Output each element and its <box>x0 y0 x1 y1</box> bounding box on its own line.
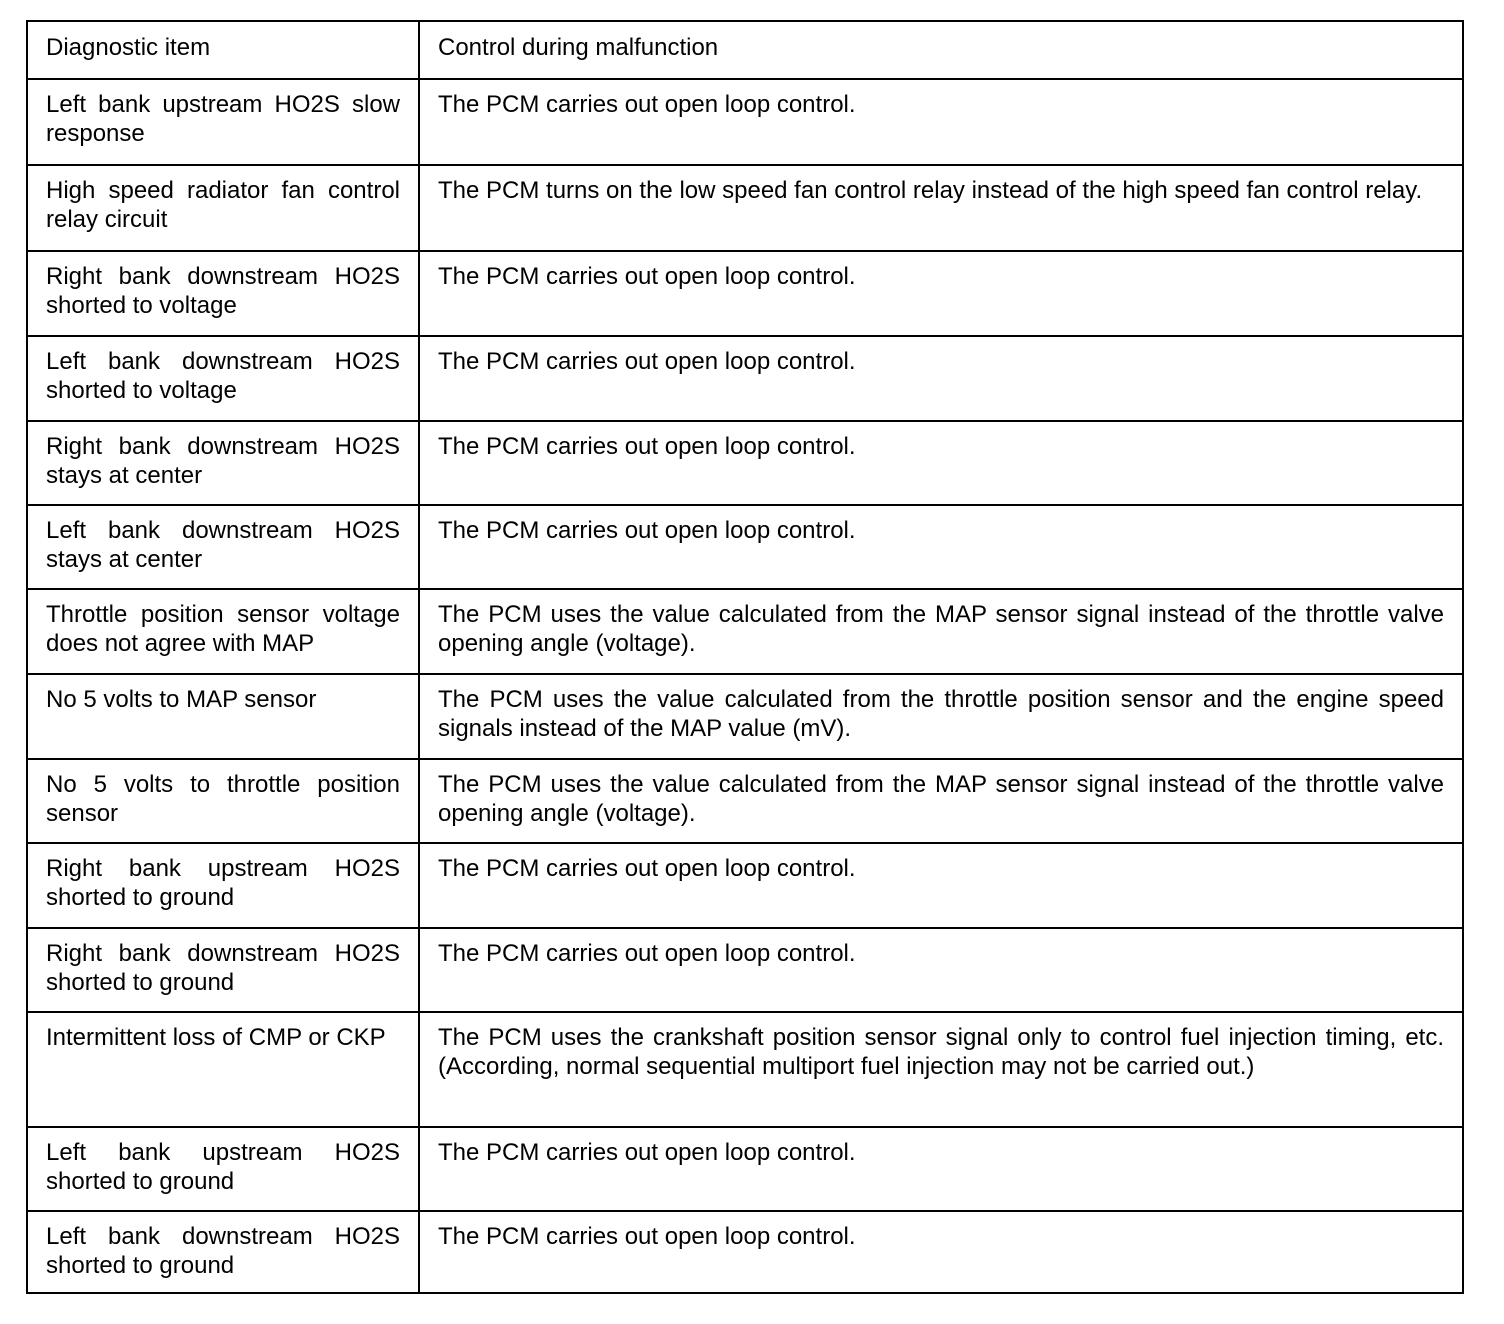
table-row <box>27 505 1463 589</box>
diagnostic-item-cell: Left bank upstream HO2S slow response <box>27 79 419 165</box>
diagnostic-item-cell: Throttle position sensor voltage does not agree with MAP <box>27 589 419 674</box>
table-row <box>27 336 1463 421</box>
table-header-row <box>27 21 1463 79</box>
table-row <box>27 1211 1463 1293</box>
table-row <box>27 674 1463 759</box>
table-row <box>27 1012 1463 1127</box>
control-cell: The PCM carries out open loop control. <box>419 1211 1463 1293</box>
control-cell: The PCM carries out open loop control. <box>419 505 1463 589</box>
control-cell: The PCM uses the crankshaft position sensor signal only to control fuel injection timing, etc. (According, normal sequential multiport fuel injection may not be carried out.) <box>419 1012 1463 1127</box>
diagnostic-item-cell: Right bank downstream HO2S stays at center <box>27 421 419 505</box>
diagnostic-item-cell: Right bank downstream HO2S shorted to ground <box>27 928 419 1012</box>
control-cell: The PCM carries out open loop control. <box>419 1127 1463 1211</box>
document-page <box>26 20 1462 1294</box>
control-cell: The PCM carries out open loop control. <box>419 421 1463 505</box>
table-row <box>27 589 1463 674</box>
diagnostic-item-cell: No 5 volts to MAP sensor <box>27 674 419 759</box>
table-row <box>27 759 1463 843</box>
control-cell: The PCM turns on the low speed fan control relay instead of the high speed fan control relay. <box>419 165 1463 251</box>
control-cell: The PCM uses the value calculated from the throttle position sensor and the engine speed signals instead of the MAP value (mV). <box>419 674 1463 759</box>
control-cell: The PCM carries out open loop control. <box>419 79 1463 165</box>
table-row <box>27 1127 1463 1211</box>
diagnostic-item-cell: Right bank upstream HO2S shorted to ground <box>27 843 419 928</box>
control-cell: The PCM uses the value calculated from the MAP sensor signal instead of the throttle valve opening angle (voltage). <box>419 589 1463 674</box>
table-row <box>27 165 1463 251</box>
table-row <box>27 251 1463 336</box>
control-cell: The PCM carries out open loop control. <box>419 251 1463 336</box>
diagnostic-item-cell: No 5 volts to throttle position sensor <box>27 759 419 843</box>
diagnostic-table <box>26 20 1464 1294</box>
diagnostic-item-cell: Left bank downstream HO2S stays at center <box>27 505 419 589</box>
diagnostic-item-cell: Intermittent loss of CMP or CKP <box>27 1012 419 1127</box>
diagnostic-item-cell: High speed radiator fan control relay circuit <box>27 165 419 251</box>
header-diagnostic-item: Diagnostic item <box>27 21 419 79</box>
table-row <box>27 79 1463 165</box>
diagnostic-item-cell: Left bank upstream HO2S shorted to ground <box>27 1127 419 1211</box>
table-row <box>27 421 1463 505</box>
control-cell: The PCM carries out open loop control. <box>419 928 1463 1012</box>
control-cell: The PCM uses the value calculated from the MAP sensor signal instead of the throttle valve opening angle (voltage). <box>419 759 1463 843</box>
diagnostic-item-cell: Left bank downstream HO2S shorted to voltage <box>27 336 419 421</box>
diagnostic-item-cell: Left bank downstream HO2S shorted to ground <box>27 1211 419 1293</box>
control-cell: The PCM carries out open loop control. <box>419 336 1463 421</box>
diagnostic-item-cell: Right bank downstream HO2S shorted to voltage <box>27 251 419 336</box>
header-control-during-malfunction: Control during malfunction <box>419 21 1463 79</box>
table-row <box>27 928 1463 1012</box>
table-row <box>27 843 1463 928</box>
control-cell: The PCM carries out open loop control. <box>419 843 1463 928</box>
